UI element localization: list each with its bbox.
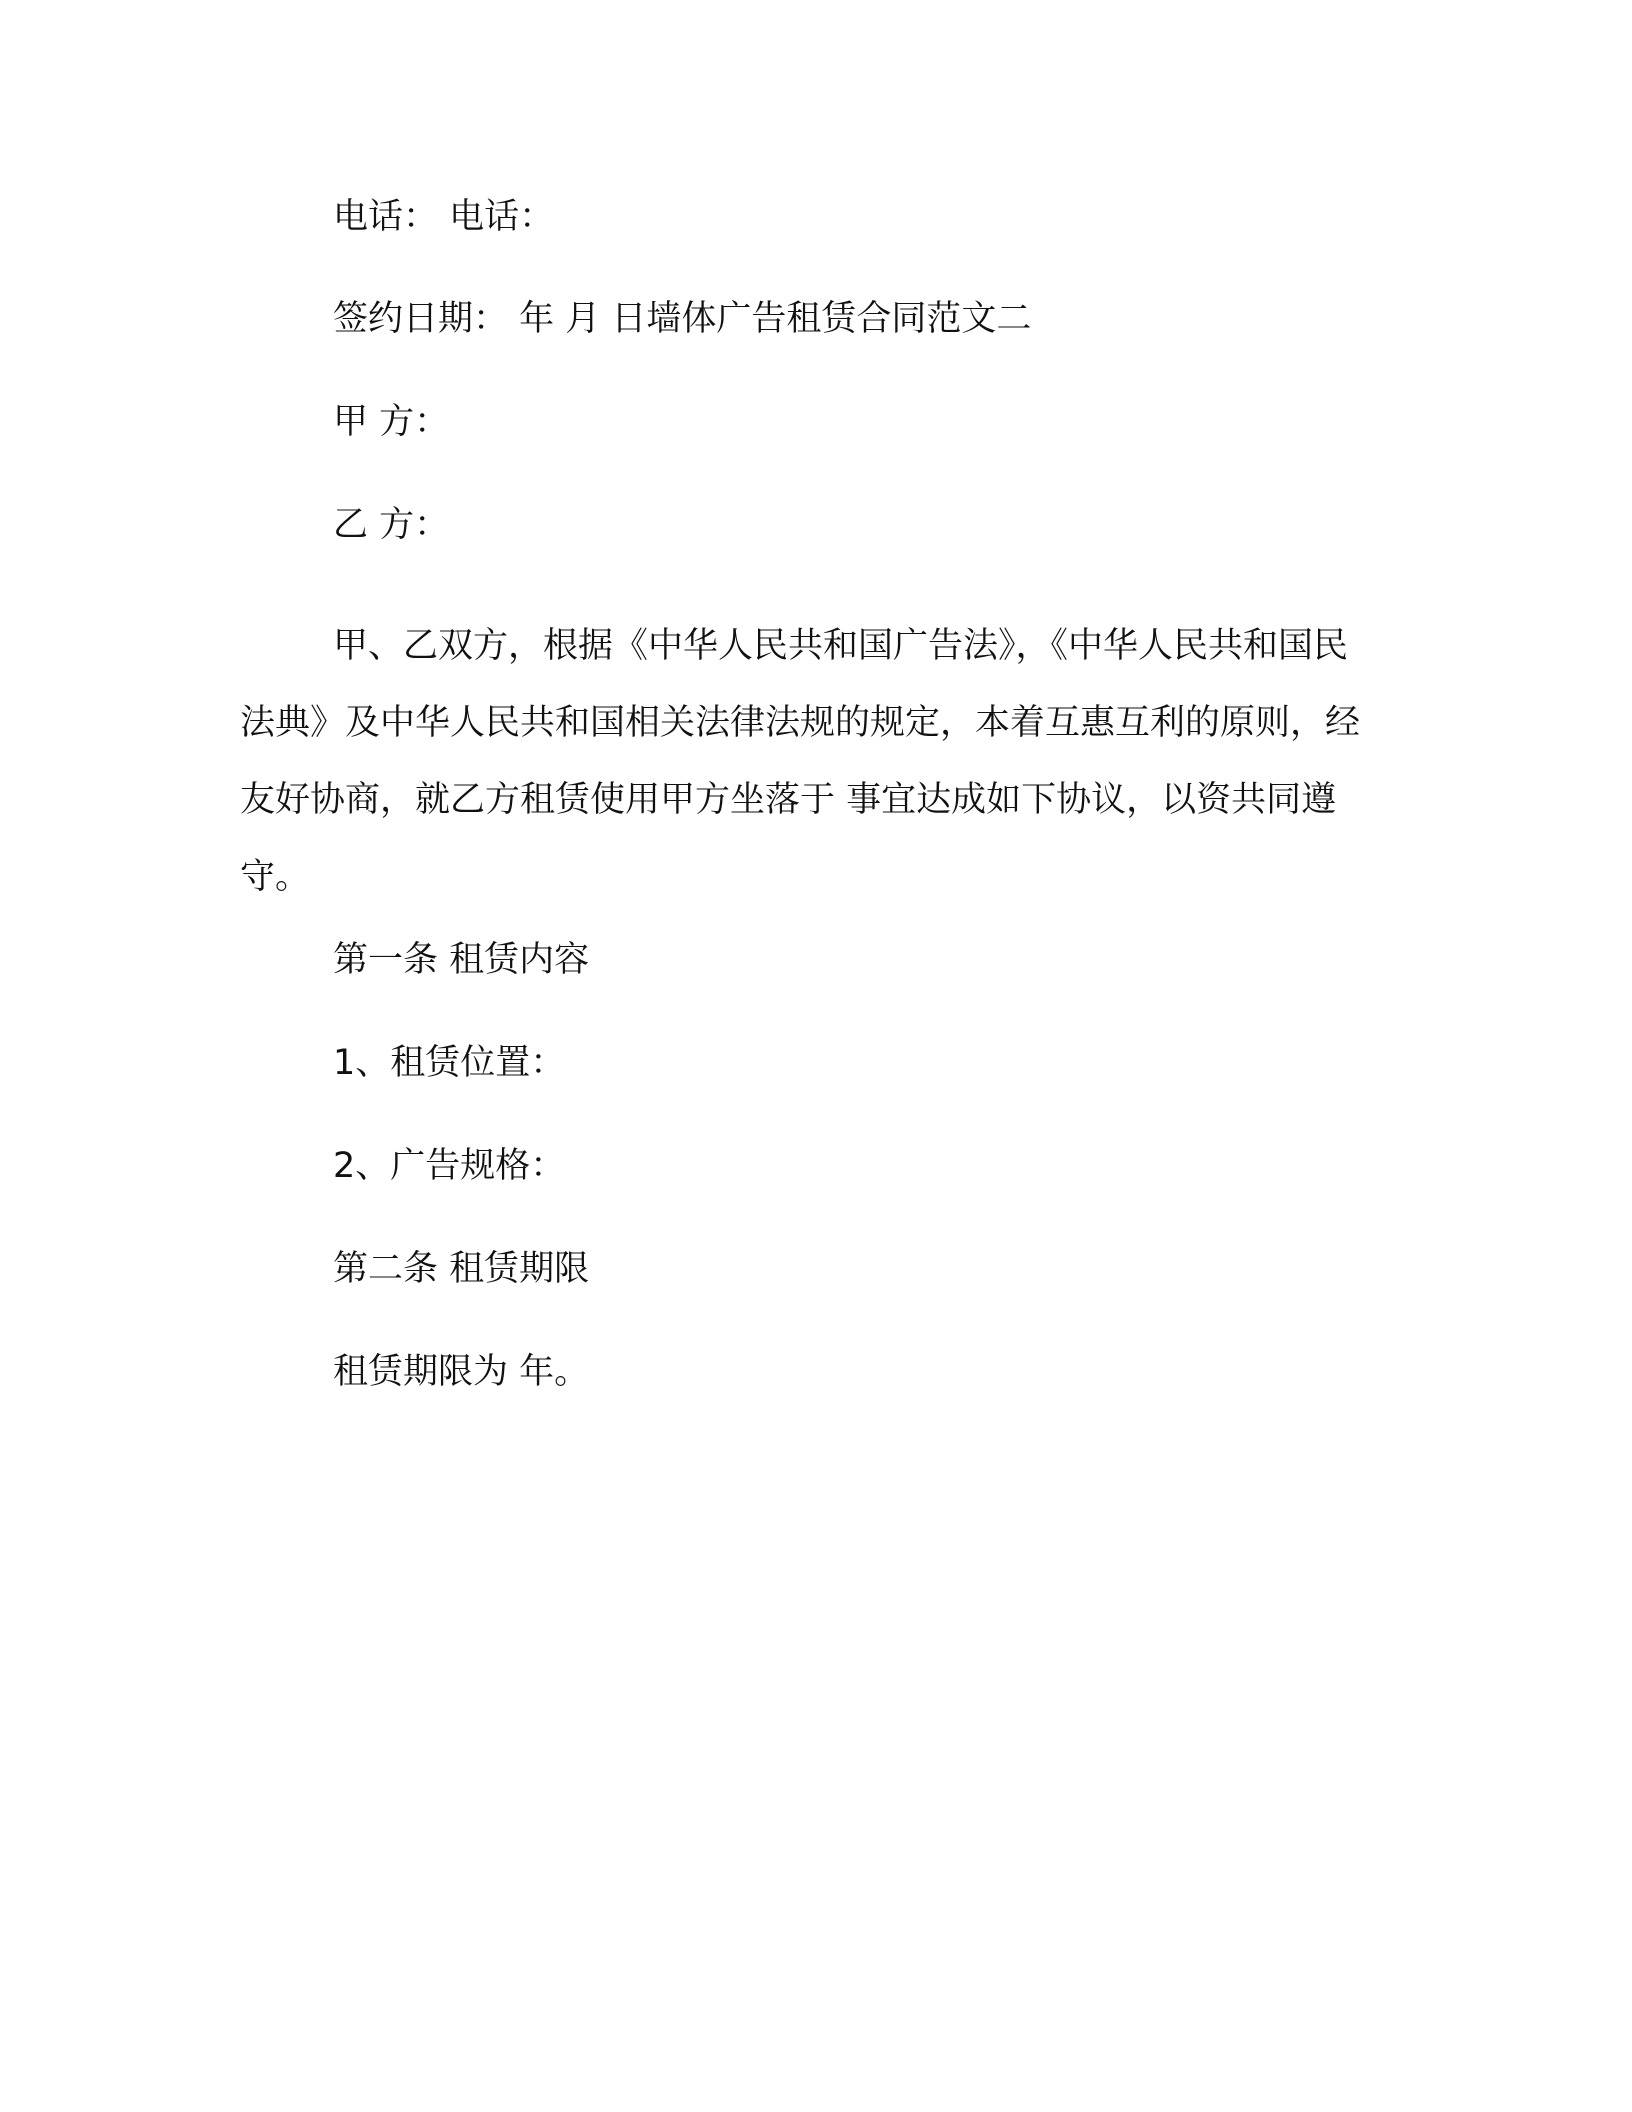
lease-location-item: 1、租赁位置： [333, 1043, 566, 1083]
ad-spec-item: 2、广告规格： [333, 1146, 566, 1186]
lease-term-line: 租赁期限为 年。 [333, 1352, 590, 1392]
article-2-title: 第二条 租赁期限 [333, 1249, 590, 1289]
party-a-line: 甲 方： [333, 402, 450, 442]
phone-line: 电话： 电话： [333, 197, 555, 237]
article-1-title: 第一条 租赁内容 [333, 940, 590, 980]
sign-date-line: 签约日期： 年 月 日墙体广告租赁合同范文二 [333, 299, 1032, 339]
party-b-line: 乙 方： [333, 505, 450, 545]
intro-paragraph: 甲、乙双方，根据《中华人民共和国广告法》，《中华人民共和国民法典》及中华人民共和国相关法律法规的规定，本着互惠互利的原则，经友好协商，就乙方租赁使用甲方坐落于 事宜达成如下协议，以资共同遵守。 [240, 626, 1361, 897]
